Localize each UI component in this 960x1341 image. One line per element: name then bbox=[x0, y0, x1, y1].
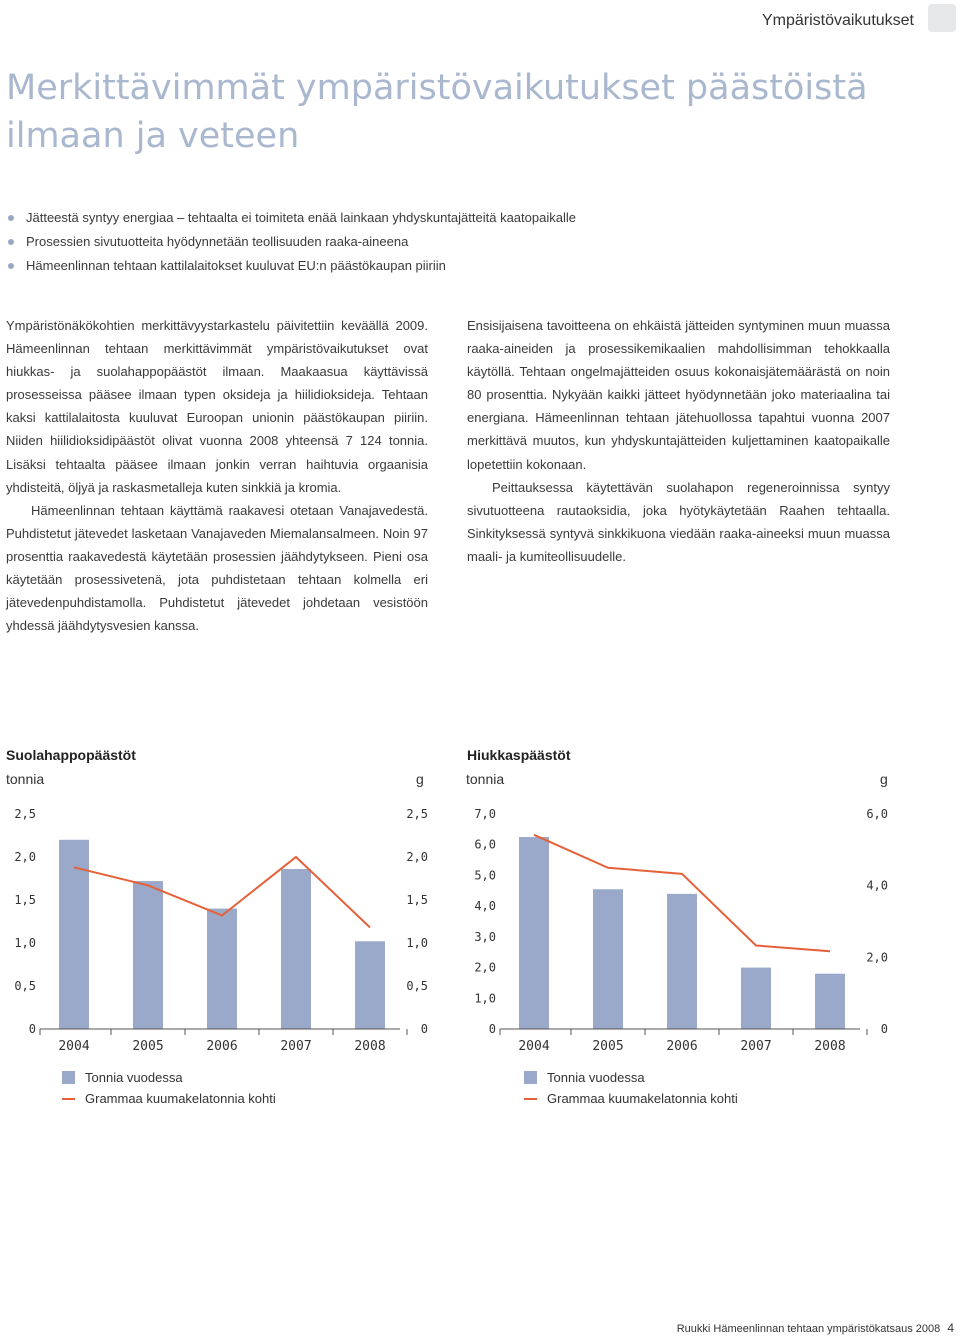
y-tick-label-right: 0 bbox=[420, 1022, 428, 1036]
y-tick-label-left: 4,0 bbox=[474, 899, 496, 914]
chart-ylabel-right: g bbox=[416, 771, 424, 787]
footer-text: Ruukki Hämeenlinnan tehtaan ympäristökatsaus 2008 bbox=[676, 1323, 941, 1335]
y-tick-label-left: 0 bbox=[488, 1022, 496, 1036]
y-tick-label-right: 1,0 bbox=[406, 936, 428, 950]
x-tick-label: 2008 bbox=[354, 1039, 386, 1054]
legend-label: Grammaa kuumakelatonnia kohti bbox=[547, 1091, 738, 1106]
bar-2005 bbox=[593, 889, 623, 1029]
x-tick-label: 2004 bbox=[58, 1039, 90, 1054]
x-tick-label: 2006 bbox=[666, 1039, 698, 1054]
page-number: 4 bbox=[947, 1321, 954, 1335]
bar-2005 bbox=[133, 881, 163, 1029]
y-tick-label-right: 0,5 bbox=[406, 979, 428, 993]
legend-bar-swatch bbox=[524, 1071, 537, 1084]
y-tick-label-left: 1,0 bbox=[14, 936, 36, 950]
hcl-emissions-chart bbox=[0, 790, 440, 1060]
particulate-emissions-chart bbox=[460, 790, 900, 1060]
x-tick-label: 2005 bbox=[592, 1039, 624, 1054]
bar-2007 bbox=[741, 968, 771, 1029]
chart-ylabel-right: g bbox=[880, 771, 888, 787]
y-tick-label-left: 1,5 bbox=[14, 893, 36, 907]
y-tick-label-right: 1,5 bbox=[406, 893, 428, 907]
bar-2004 bbox=[519, 837, 549, 1029]
paragraph: Peittauksessa käytettävän suolahapon regeneroinnissa syntyy sivutuotteena rautaoksidia, joka hyötykäytetään Raahen tehtaalla. Sinkityksessä syntyvä sinkkikuona viedään raaka-aineeksi muun muassa maali- ja kumiteollisuudelle. bbox=[467, 479, 890, 564]
y-tick-label-left: 2,0 bbox=[474, 960, 496, 975]
bullet-list bbox=[6, 206, 576, 278]
y-tick-label-right: 2,5 bbox=[406, 807, 428, 821]
x-tick-label: 2007 bbox=[740, 1039, 772, 1054]
x-tick-label: 2007 bbox=[280, 1039, 312, 1054]
paragraph: Hämeenlinnan tehtaan käyttämä raakavesi otetaan Vanajavedestä. Puhdistetut jätevedet lasketaan Vanajaveden Miemalansalmeen. Noin 97 prosenttia raakavedestä käytetään prosessien jäähdytykseen. Pieni osa käytetään prosessivetenä, jota puhdistetaan tehtaan kolmella eri jätevedenpuhdistamolla. Puhdistetut jätevedet johdetaan vesistöön yhdessä jäähdytysvesien kanssa. bbox=[6, 502, 428, 634]
chart-title-particulates: Hiukkaspäästöt bbox=[467, 747, 571, 763]
y-tick-label-left: 2,0 bbox=[14, 850, 36, 864]
y-tick-label-left: 3,0 bbox=[474, 929, 496, 944]
y-tick-label-right: 2,0 bbox=[406, 850, 428, 864]
bar-2008 bbox=[815, 974, 845, 1029]
chart-ylabel-left: tonnia bbox=[6, 771, 45, 787]
chart-legend bbox=[524, 1067, 738, 1109]
x-tick-label: 2005 bbox=[132, 1039, 164, 1054]
legend-line-swatch bbox=[62, 1098, 75, 1100]
paragraph: Ympäristönäkökohtien merkittävyystarkastelu päivitettiin keväällä 2009. Hämeenlinnan tehtaan merkittävimmät ympäristövaikutukset ovat hiukkas- ja suolahappopäästöt ilmaan. Maakaasua käyttävissä prosesseissa pääsee ilmaan typen oksideja ja hiilidioksideja. Tehtaan kaksi kattilalaitosta kuuluvat Euroopan unionin päästökaupan piiriin. Niiden hiilidioksidipäästöt olivat vuonna 2008 yhteensä 7 124 tonnia. Lisäksi tehtaalta pääsee ilmaan jonkin verran haihtuvia orgaanisia yhdisteitä, öljyä ja raskasmetalleja kuten sinkkiä ja kromia. bbox=[6, 318, 428, 495]
y-tick-label-right: 2,0 bbox=[866, 950, 888, 965]
y-tick-label-left: 1,0 bbox=[474, 991, 496, 1006]
chart-legend bbox=[62, 1067, 276, 1109]
bullet-item: Jätteestä syntyy energiaa – tehtaalta ei toimiteta enää lainkaan yhdyskuntajätteitä kaatopaikalle bbox=[6, 206, 576, 230]
y-tick-label-left: 7,0 bbox=[474, 807, 496, 821]
x-tick-label: 2006 bbox=[206, 1039, 238, 1054]
chart-ylabel-left: tonnia bbox=[466, 771, 505, 787]
bar-2007 bbox=[281, 869, 311, 1029]
y-tick-label-right: 6,0 bbox=[866, 807, 888, 821]
section-header: Ympäristövaikutukset bbox=[761, 12, 914, 29]
paragraph: Ensisijaisena tavoitteena on ehkäistä jätteiden syntyminen muun muassa raaka-aineiden ja prosessikemikaalien mahdollisimman tehokkaalla käytöllä. Tehtaan ongelmajätteiden osuus kokonaisjätemäärästä on noin 80 prosenttia. Nykyään kaikki jätteet hyödynnetään joko materiaalina tai energiana. Hämeenlinnan tehtaan jätehuollossa tapahtui vuonna 2007 merkittävä muutos, kun yhdyskuntajätteiden kuljettaminen kaatopaikalle lopetettiin kokonaan. bbox=[467, 318, 890, 472]
y-tick-label-right: 4,0 bbox=[866, 878, 888, 893]
legend-line-swatch bbox=[524, 1098, 537, 1100]
body-column-right bbox=[467, 314, 890, 568]
body-column-left bbox=[6, 314, 428, 637]
x-tick-label: 2008 bbox=[814, 1039, 846, 1054]
bar-2008 bbox=[355, 941, 385, 1029]
y-tick-label-left: 2,5 bbox=[14, 807, 36, 821]
x-tick-label: 2004 bbox=[518, 1039, 550, 1054]
y-tick-label-left: 0,5 bbox=[14, 979, 36, 993]
page-footer bbox=[677, 1321, 954, 1335]
y-tick-label-right: 0 bbox=[880, 1022, 888, 1036]
bullet-item: Hämeenlinnan tehtaan kattilalaitokset kuuluvat EU:n päästökaupan piiriin bbox=[6, 254, 576, 278]
y-tick-label-left: 5,0 bbox=[474, 868, 496, 883]
legend-label: Tonnia vuodessa bbox=[547, 1070, 645, 1085]
bar-2006 bbox=[667, 894, 697, 1029]
legend-label: Tonnia vuodessa bbox=[85, 1070, 183, 1085]
bar-2006 bbox=[207, 909, 237, 1029]
page-title: Merkittävimmät ympäristövaikutukset päästöistä ilmaan ja veteen bbox=[6, 68, 868, 156]
legend-label: Grammaa kuumakelatonnia kohti bbox=[85, 1091, 276, 1106]
header-tab-marker bbox=[928, 4, 956, 32]
legend-bar-swatch bbox=[62, 1071, 75, 1084]
bullet-item: Prosessien sivutuotteita hyödynnetään teollisuuden raaka-aineena bbox=[6, 230, 576, 254]
y-tick-label-left: 6,0 bbox=[474, 837, 496, 852]
chart-title-hcl: Suolahappopäästöt bbox=[6, 747, 136, 763]
y-tick-label-left: 0 bbox=[28, 1022, 36, 1036]
